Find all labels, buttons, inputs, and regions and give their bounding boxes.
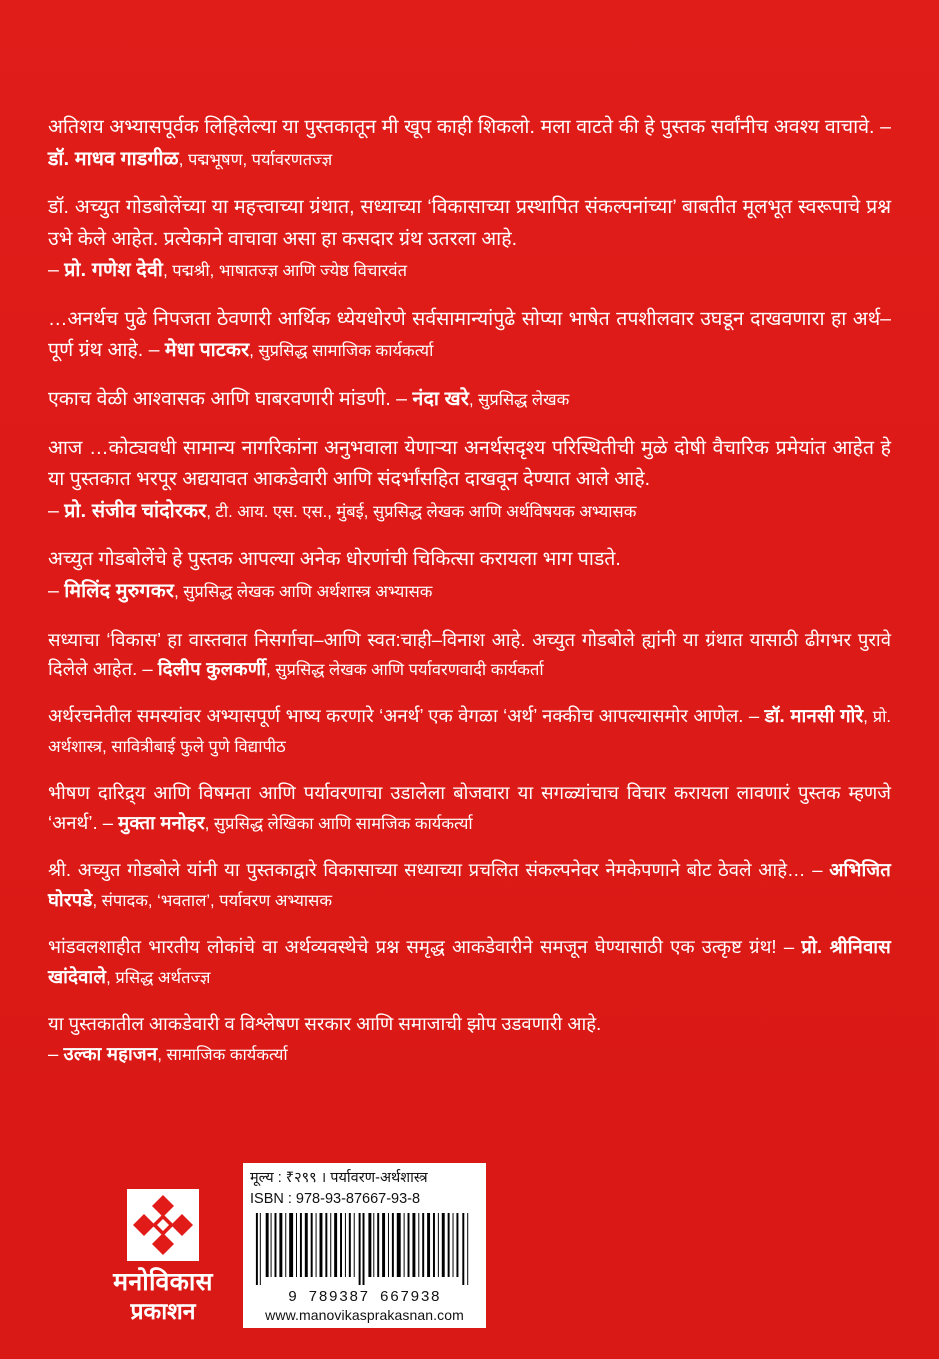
blurb-text: आज …कोट्यवधी सामान्य नागरिकांना अनुभवाला येणाऱ्या अनर्थसदृश्य परिस्थितीची मुळे दोषी वैचारिक प्रमेयांत आहेत हे या पुस्तकात भरपूर अद्ययावत आकडेवारी आणि संदर्भांसहित दाखवून देण्यात आले आहे.	[48, 436, 891, 491]
blurb-item	[48, 778, 891, 838]
blurb-role: , संपादक, ‘भवताल’, पर्यावरण अभ्यासक	[92, 892, 333, 911]
publisher-block	[88, 1188, 238, 1325]
blurb-item	[48, 932, 891, 992]
blurb-text: भांडवलशाहीत भारतीय लोकांचे वा अर्थव्यवस्थेचे प्रश्न समृद्ध आकडेवारीने समजून घेण्यासाठी एक उत्कृष्ट ग्रंथ! –	[48, 936, 802, 958]
blurb-author: मेधा पाटकर	[164, 339, 250, 362]
blurb-author: प्रो. संजीव चांदोरकर	[64, 499, 207, 522]
blurb-text: या पुस्तकातील आकडेवारी व विश्लेषण सरकार आणि समाजाची झोप उडवणारी आहे.	[48, 1013, 602, 1035]
price-line: मूल्य : ₹२९९ । पर्यावरण-अर्थशास्त्र	[250, 1170, 428, 1186]
blurb-role: , सामाजिक कार्यकर्त्या	[157, 1046, 288, 1065]
blurb-list	[48, 112, 891, 1086]
blurb-item	[48, 544, 891, 607]
blurb-role: , टी. आय. एस. एस., मुंबई, सुप्रसिद्ध लेखक आणि अर्थविषयक अभ्यासक	[206, 502, 637, 521]
blurb-role: , पद्मश्री, भाषातज्ज्ञ आणि ज्येष्ठ विचारवंत	[163, 262, 407, 281]
publisher-name: मनोविकास	[113, 1268, 213, 1296]
blurb-author: प्रो. गणेश देवी	[64, 259, 164, 282]
blurb-role: , सुप्रसिद्ध सामाजिक कार्यकर्त्या	[249, 342, 434, 361]
barcode-digits: 9 789387 667938	[287, 1289, 442, 1307]
isbn-line: ISBN : 978-93-87667-93-8	[250, 1190, 421, 1207]
blurb-role: , सुप्रसिद्ध लेखक आणि अर्थशास्त्र अभ्यासक	[174, 582, 433, 601]
blurb-dash: –	[48, 259, 65, 282]
publisher-subtitle: प्रकाशन	[130, 1297, 196, 1324]
blurb-author: डॉ. माधव गाडगीळ	[48, 147, 179, 170]
blurb-author: डॉ. मानसी गोरे	[764, 705, 864, 727]
blurb-role: , सुप्रसिद्ध लेखक आणि पर्यावरणवादी कार्यकर्ता	[266, 661, 544, 680]
blurb-role: , पद्मभूषण, पर्यावरणतज्ज्ञ	[178, 150, 333, 169]
barcode	[250, 1213, 479, 1306]
isbn-barcode-panel	[243, 1163, 486, 1328]
blurb-author: उल्का महाजन	[63, 1043, 158, 1065]
blurb-text: डॉ. अच्युत गोडबोलेंच्या या महत्त्वाच्या ग्रंथात, सध्याच्या ‘विकासाच्या प्रस्थापित संकल्पनांच्या’ बाबतीत मूलभूत स्वरूपाचे प्रश्न उभे केले आहेत. प्रत्येकाने वाचावा असा हा कसदार ग्रंथ उतरला आहे.	[48, 196, 891, 250]
blurb-dash: –	[48, 579, 65, 602]
blurb-role: , सुप्रसिद्ध लेखिका आणि सामजिक कार्यकर्त्या	[204, 815, 473, 834]
blurb-item	[48, 701, 891, 761]
blurb-author: नंदा खरे	[412, 388, 470, 411]
blurb-item	[48, 192, 891, 287]
blurb-text: अर्थरचनेतील समस्यांवर अभ्यासपूर्ण भाष्य करणारे ‘अनर्थ’ एक वेगळा ‘अर्थ’ नक्कीच आपल्यासमोर आणेल. –	[48, 705, 765, 727]
blurb-role: , सुप्रसिद्ध लेखक	[469, 391, 570, 410]
blurb-author: दिलीप कुलकर्णी	[157, 658, 267, 680]
blurb-author: मिलिंद मुरुगकर	[64, 579, 175, 602]
blurb-item	[48, 384, 891, 416]
blurb-role: , प्रो. अर्थशास्त्र, सावित्रीबाई फुले पुणे विद्यापीठ	[48, 708, 891, 757]
blurb-text: भीषण दारिद्र्य आणि विषमता आणि पर्यावरणाचा उडालेला बोजवारा या सगळ्यांचाच विचार करायला लावणारं पुस्तक म्हणजे ‘अनर्थ’. –	[48, 782, 891, 834]
blurb-text: अच्युत गोडबोलेंचे हे पुस्तक आपल्या अनेक धोरणांची चिकित्सा करायला भाग पाडते.	[48, 548, 621, 571]
blurb-text: एकाच वेळी आश्वासक आणि घाबरवणारी मांडणी. –	[48, 388, 413, 411]
blurb-text: …अनर्थच पुढे निपजता ठेवणारी आर्थिक ध्येयधोरणे सर्वसामान्यांपुढे सोप्या भाषेत तपशीलवार उघडून दाखवणारा हा अर्थ–पूर्ण ग्रंथ आहे. –	[48, 307, 891, 362]
publisher-website: www.manovikasprakasnan.com	[265, 1307, 464, 1324]
blurb-role: , प्रसिद्ध अर्थतज्ज्ञ	[106, 969, 211, 988]
blurb-item	[48, 1009, 891, 1069]
blurb-item	[48, 855, 891, 915]
blurb-text: अतिशय अभ्यासपूर्वक लिहिलेल्या या पुस्तकातून मी खूप काही शिकलो. मला वाटते की हे पुस्तक सर्वांनीच अवश्य वाचावे. –	[48, 116, 891, 138]
blurb-item	[48, 625, 891, 685]
diamond-star-logo-icon	[126, 1188, 200, 1262]
blurb-author: अभिजित घोरपडे	[48, 859, 891, 911]
blurb-item	[48, 433, 891, 528]
blurb-author: प्रो. श्रीनिवास खांदेवाले	[48, 936, 891, 988]
blurb-text: श्री. अच्युत गोडबोले यांनी या पुस्तकाद्वारे विकासाच्या सध्याच्या प्रचलित संकल्पनेवर नेमकेपणाने बोट ठेवले आहे… –	[48, 859, 830, 881]
publisher-logo-icon	[126, 1188, 200, 1262]
barcode-icon	[252, 1213, 477, 1291]
blurb-item	[48, 112, 891, 175]
blurb-dash: –	[48, 499, 65, 522]
blurb-text: सध्याचा ‘विकास’ हा वास्तवात निसर्गाचा–आणि स्वत:चाही–विनाश आहे. अच्युत गोडबोले ह्यांनी या ग्रंथात यासाठी ढीगभर पुरावे दिलेले आहेत. –	[48, 628, 891, 680]
blurb-author: मुक्ता मनोहर	[118, 812, 205, 834]
blurb-item	[48, 304, 891, 367]
blurb-dash: –	[48, 1043, 64, 1065]
